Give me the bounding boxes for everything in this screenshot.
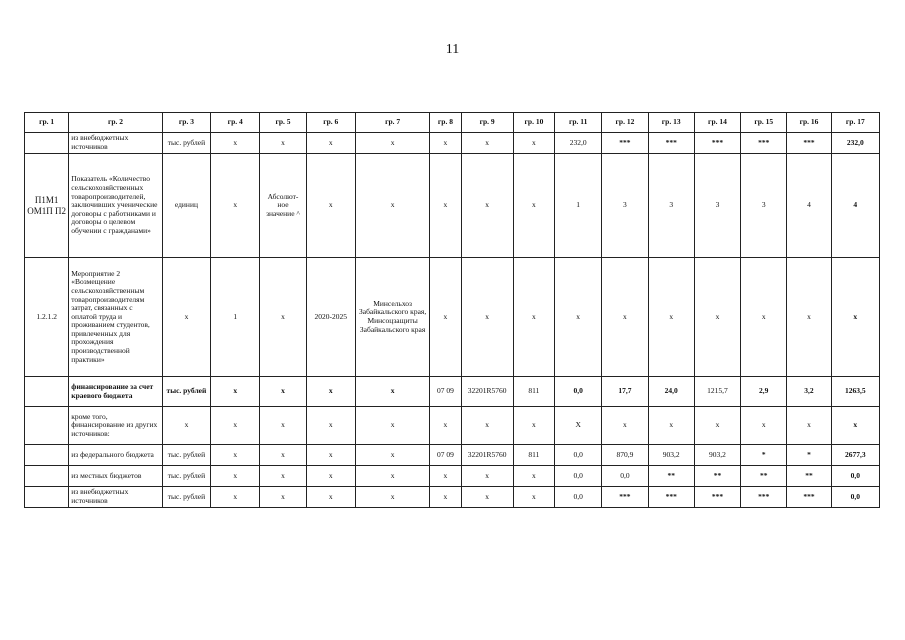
table-cell: x xyxy=(306,154,355,258)
table-cell: 232,0 xyxy=(831,133,879,154)
table-cell: ** xyxy=(741,466,787,487)
table-cell: 2,9 xyxy=(741,377,787,407)
table-cell: 3 xyxy=(602,154,648,258)
header-cell: гр. 13 xyxy=(648,113,694,133)
table-cell: x xyxy=(162,407,210,445)
table-cell: x xyxy=(430,133,461,154)
table-cell: x xyxy=(555,258,602,377)
header-cell: гр. 17 xyxy=(831,113,879,133)
page-number: 11 xyxy=(445,42,460,57)
table-cell: тыс. рублей xyxy=(162,466,210,487)
table-cell: 1 xyxy=(555,154,602,258)
table-cell: x xyxy=(831,407,879,445)
table-cell: 0,0 xyxy=(555,377,602,407)
table-cell: x xyxy=(461,133,513,154)
table-cell: * xyxy=(741,445,787,466)
table-cell: x xyxy=(513,407,554,445)
table-cell: x xyxy=(831,258,879,377)
table-cell: x xyxy=(741,407,787,445)
table-cell: 32201R5760 xyxy=(461,445,513,466)
program-table xyxy=(24,112,880,508)
table-cell: *** xyxy=(602,487,648,508)
table-cell: 3 xyxy=(741,154,787,258)
table-cell: x xyxy=(355,407,429,445)
table-cell: x xyxy=(355,445,429,466)
header-cell: гр. 1 xyxy=(25,113,69,133)
table-row xyxy=(25,466,880,487)
table-row xyxy=(25,407,880,445)
table-cell: x xyxy=(430,154,461,258)
table-cell: 3 xyxy=(648,154,694,258)
table-cell: 0,0 xyxy=(831,466,879,487)
table-row xyxy=(25,258,880,377)
header-cell: гр. 14 xyxy=(694,113,740,133)
table-cell: x xyxy=(430,487,461,508)
header-cell: гр. 9 xyxy=(461,113,513,133)
table-cell: 903,2 xyxy=(648,445,694,466)
table-cell: *** xyxy=(787,487,831,508)
table-cell: 07 09 xyxy=(430,377,461,407)
table-cell: Показатель «Количество сельскохозяйственных товаропроизводителей, заключивших ученические договоры с работниками и договоры о целевом обучении с гражданами» xyxy=(69,154,163,258)
table-cell: x xyxy=(211,445,260,466)
table-cell: x xyxy=(694,258,740,377)
table-cell: *** xyxy=(694,487,740,508)
table-cell: x xyxy=(461,487,513,508)
table-cell: x xyxy=(306,466,355,487)
table-cell: 811 xyxy=(513,445,554,466)
table-cell xyxy=(25,407,69,445)
header-cell: гр. 12 xyxy=(602,113,648,133)
header-cell: гр. 10 xyxy=(513,113,554,133)
table-cell: *** xyxy=(648,487,694,508)
table-cell: 17,7 xyxy=(602,377,648,407)
table-cell: тыс. рублей xyxy=(162,487,210,508)
header-cell: гр. 8 xyxy=(430,113,461,133)
header-cell: гр. 6 xyxy=(306,113,355,133)
table-cell: x xyxy=(787,407,831,445)
table-cell: *** xyxy=(787,133,831,154)
table-cell: x xyxy=(306,445,355,466)
table-cell: x xyxy=(787,258,831,377)
header-cell: гр. 7 xyxy=(355,113,429,133)
header-cell: гр. 5 xyxy=(260,113,306,133)
table-cell: 0,0 xyxy=(831,487,879,508)
table-cell: x xyxy=(355,133,429,154)
table-cell: x xyxy=(211,133,260,154)
table-cell: x xyxy=(260,466,306,487)
table-cell: x xyxy=(355,154,429,258)
table-cell: X xyxy=(555,407,602,445)
table-cell: *** xyxy=(648,133,694,154)
table-cell: 0,0 xyxy=(555,445,602,466)
table-row xyxy=(25,377,880,407)
table-cell: тыс. рублей xyxy=(162,377,210,407)
header-cell: гр. 4 xyxy=(211,113,260,133)
table-row xyxy=(25,133,880,154)
table-cell: из внебюджетных источников xyxy=(69,133,163,154)
table-cell: x xyxy=(430,407,461,445)
table-cell: x xyxy=(211,154,260,258)
table-cell: x xyxy=(648,258,694,377)
table-cell: Абсолют-ное значение ^ xyxy=(260,154,306,258)
table-cell: x xyxy=(461,154,513,258)
table-cell: ** xyxy=(787,466,831,487)
table-cell: из местных бюджетов xyxy=(69,466,163,487)
table-cell: x xyxy=(211,377,260,407)
table-cell: x xyxy=(355,377,429,407)
table-cell: x xyxy=(430,258,461,377)
table-cell: финансирование за счет краевого бюджета xyxy=(69,377,163,407)
table-cell: 24,0 xyxy=(648,377,694,407)
table-cell: x xyxy=(260,133,306,154)
table-row xyxy=(25,487,880,508)
table-cell: 0,0 xyxy=(555,487,602,508)
header-cell: гр. 11 xyxy=(555,113,602,133)
table-cell: x xyxy=(648,407,694,445)
table-cell: ** xyxy=(694,466,740,487)
table-cell: x xyxy=(260,445,306,466)
table-cell: Мероприятие 2 «Возмещение сельскохозяйственным товаропроизводителям затрат, связанных с оплатой труда и проживанием студентов, привлеченных для прохождения производственной практики» xyxy=(69,258,163,377)
table-cell: x xyxy=(602,258,648,377)
header-cell: гр. 3 xyxy=(162,113,210,133)
table-cell: 4 xyxy=(787,154,831,258)
table-cell: x xyxy=(513,258,554,377)
header-cell: гр. 16 xyxy=(787,113,831,133)
table-cell: 2020-2025 xyxy=(306,258,355,377)
table-cell: 0,0 xyxy=(602,466,648,487)
table-cell xyxy=(25,133,69,154)
table-cell: ** xyxy=(648,466,694,487)
table-cell: *** xyxy=(602,133,648,154)
table-cell xyxy=(25,377,69,407)
table-cell: x xyxy=(513,487,554,508)
table-cell: кроме того, финансирование из других источников: xyxy=(69,407,163,445)
table-cell xyxy=(25,466,69,487)
table-cell: единиц xyxy=(162,154,210,258)
table-cell: x xyxy=(260,377,306,407)
table-cell: x xyxy=(461,258,513,377)
table-cell: x xyxy=(260,487,306,508)
table-cell: *** xyxy=(741,487,787,508)
table-cell: x xyxy=(211,487,260,508)
header-row xyxy=(25,113,880,133)
table-cell: П1М1 ОМ1П П2 xyxy=(25,154,69,258)
table-cell: x xyxy=(260,407,306,445)
table-cell: x xyxy=(306,487,355,508)
table-cell: 2677,3 xyxy=(831,445,879,466)
table-cell: x xyxy=(430,466,461,487)
table-cell: x xyxy=(513,133,554,154)
table-cell: *** xyxy=(694,133,740,154)
table-cell: x xyxy=(461,466,513,487)
table-cell: 3 xyxy=(694,154,740,258)
table-cell: x xyxy=(162,258,210,377)
table-cell: x xyxy=(260,258,306,377)
table-cell: x xyxy=(355,466,429,487)
table-cell: x xyxy=(602,407,648,445)
table-cell: 3,2 xyxy=(787,377,831,407)
table-cell: 811 xyxy=(513,377,554,407)
table-cell: x xyxy=(211,466,260,487)
table-cell: тыс. рублей xyxy=(162,445,210,466)
table-cell: x xyxy=(461,407,513,445)
table-cell: 870,9 xyxy=(602,445,648,466)
table-cell: 0,0 xyxy=(555,466,602,487)
header-cell: гр. 2 xyxy=(69,113,163,133)
table-cell: 232,0 xyxy=(555,133,602,154)
table-cell: *** xyxy=(741,133,787,154)
table-cell: x xyxy=(355,487,429,508)
table-cell: 1263,5 xyxy=(831,377,879,407)
header-cell: гр. 15 xyxy=(741,113,787,133)
table-cell: Минсельхоз Забайкальского края, Минсоцзащиты Забайкальского края xyxy=(355,258,429,377)
table-cell: x xyxy=(306,407,355,445)
table-cell: x xyxy=(513,154,554,258)
table-cell: 4 xyxy=(831,154,879,258)
table-cell: * xyxy=(787,445,831,466)
table-cell xyxy=(25,487,69,508)
table-cell xyxy=(25,445,69,466)
table-cell: из федерального бюджета xyxy=(69,445,163,466)
table-cell: из внебюджетных источников xyxy=(69,487,163,508)
table-cell: x xyxy=(694,407,740,445)
table-cell: x xyxy=(306,377,355,407)
table-cell: 1 xyxy=(211,258,260,377)
table-cell: x xyxy=(513,466,554,487)
table-cell: 07 09 xyxy=(430,445,461,466)
table-cell: 1.2.1.2 xyxy=(25,258,69,377)
table-cell: 1215,7 xyxy=(694,377,740,407)
table-cell: 903,2 xyxy=(694,445,740,466)
table-cell: 32201R5760 xyxy=(461,377,513,407)
table-row xyxy=(25,154,880,258)
table-cell: тыс. рублей xyxy=(162,133,210,154)
table-row xyxy=(25,445,880,466)
table-cell: x xyxy=(306,133,355,154)
table-cell: x xyxy=(741,258,787,377)
table-cell: x xyxy=(211,407,260,445)
